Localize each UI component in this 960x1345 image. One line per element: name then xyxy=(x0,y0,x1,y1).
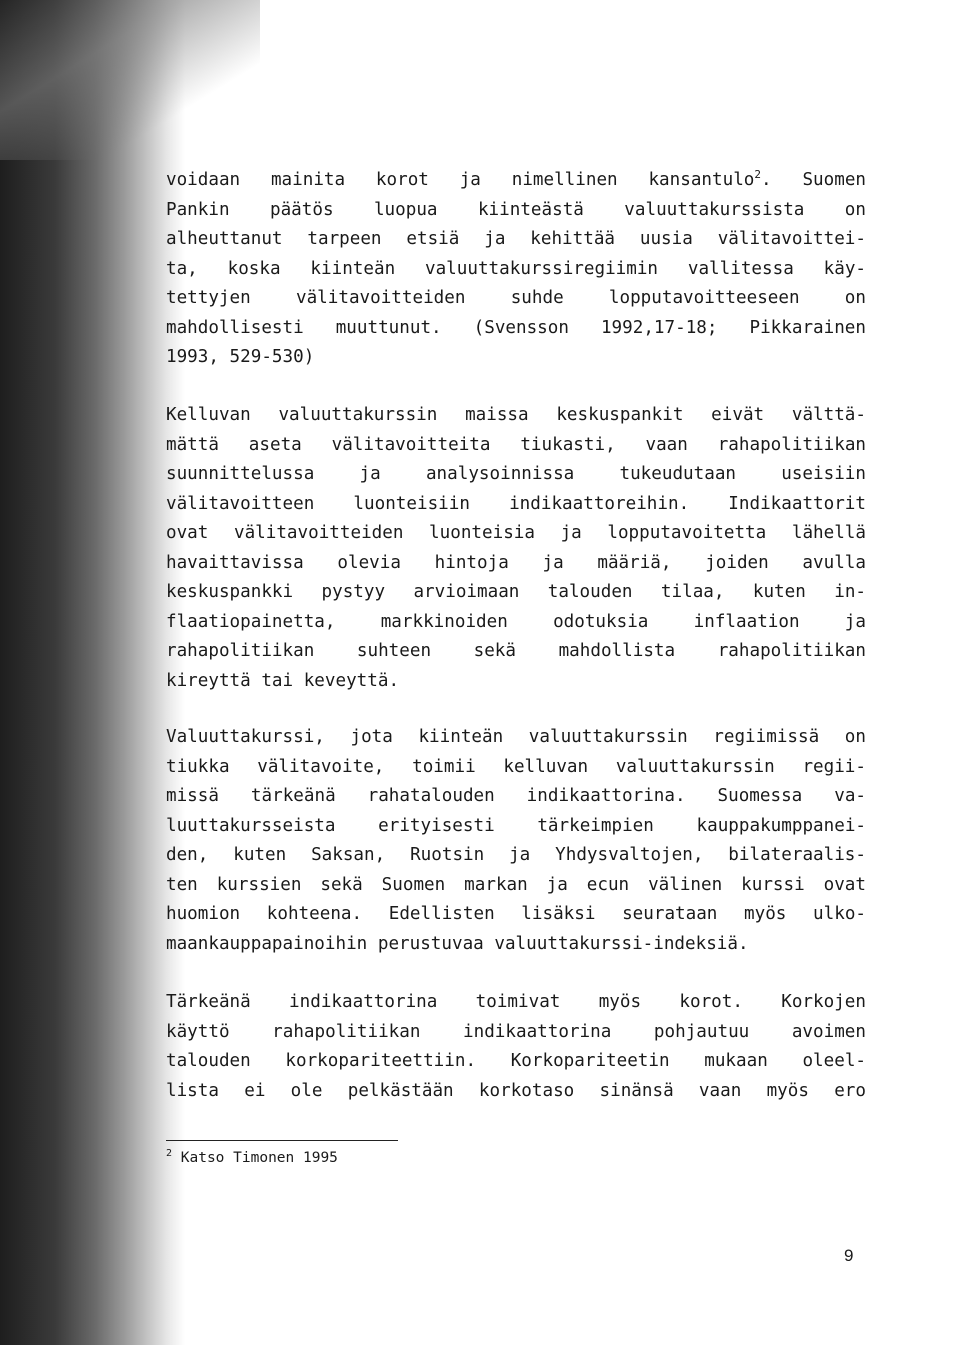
footnote-reference: 2 xyxy=(754,168,762,182)
paragraph-line: talouden korkopariteettiin. Korkopariteetin mukaan oleel- xyxy=(166,1051,866,1071)
footnote-divider xyxy=(166,1140,398,1141)
paragraph-line-tail: . Suomen xyxy=(761,170,866,190)
paragraph-line: ovat välitavoitteiden luonteisia ja lopputavoitetta lähellä xyxy=(166,523,866,543)
paragraph-line: lista ei ole pelkästään korkotaso sinänsä vaan myös ero xyxy=(166,1080,866,1101)
paragraph-line: Kelluvan valuuttakurssin maissa keskuspankit eivät välttä- xyxy=(166,405,866,425)
paragraph-line: luuttakursseista erityisesti tärkeimpien kauppakumppanei- xyxy=(166,815,866,836)
paragraph-line: maankauppapainoihin perustuvaa valuuttakurssi-indeksiä. xyxy=(166,933,749,954)
paragraph-4 xyxy=(166,988,866,1106)
footnote-text: Katso Timonen 1995 xyxy=(180,1150,338,1166)
paragraph-line: ta, koska kiinteän valuuttakurssiregiimin vallitessa käy- xyxy=(166,258,866,279)
paragraph-line: mättä aseta välitavoitteita tiukasti, vaan rahapolitiikan xyxy=(166,434,866,455)
paragraph-line: käyttö rahapolitiikan indikaattorina pohjautuu avoimen xyxy=(166,1021,866,1042)
paragraph-line: ten kurssien sekä Suomen markan ja ecun välinen kurssi ovat xyxy=(166,874,866,895)
scan-shadow-corner xyxy=(0,0,260,160)
paragraph-line: havaittavissa olevia hintoja ja määriä, joiden avulla xyxy=(166,552,866,573)
paragraph-line: Valuuttakurssi, jota kiinteän valuuttakurssin regiimissä on xyxy=(166,727,866,747)
paragraph-line: alheuttanut tarpeen etsiä ja kehittää uusia välitavoittei- xyxy=(166,229,866,249)
paragraph-line: den, kuten Saksan, Ruotsin ja Yhdysvaltojen, bilateraalis- xyxy=(166,845,866,865)
paragraph-line: kireyttä tai keveyttä. xyxy=(166,670,400,691)
paragraph-line xyxy=(166,166,866,196)
paragraph-line: Tärkeänä indikaattorina toimivat myös korot. Korkojen xyxy=(166,992,866,1012)
paragraph-line: huomion kohteena. Edellisten lisäksi seurataan myös ulko- xyxy=(166,904,866,924)
paragraph-line: flaatiopainetta, markkinoiden odotuksia inflaation ja xyxy=(166,611,866,632)
paragraph-line: keskuspankki pystyy arvioimaan talouden tilaa, kuten in- xyxy=(166,582,866,602)
paragraph-line: Pankin päätös luopua kiinteästä valuuttakurssista on xyxy=(166,199,866,220)
scan-shadow-edge xyxy=(0,0,185,1345)
paragraph-line: 1993, 529-530) xyxy=(166,347,315,367)
paragraph-line: tiukka välitavoite, toimii kelluvan valuuttakurssin regii- xyxy=(166,756,866,777)
paragraph-line: missä tärkeänä rahatalouden indikaattorina. Suomessa va- xyxy=(166,786,866,806)
paragraph-line: välitavoitteen luonteisiin indikaattoreihin. Indikaattorit xyxy=(166,493,866,514)
paragraph-line-text: voidaan mainita korot ja nimellinen kansantulo xyxy=(166,170,755,190)
paragraph-1 xyxy=(166,166,866,373)
paragraph-2 xyxy=(166,401,866,696)
paragraph-line: rahapolitiikan suhteen sekä mahdollista rahapolitiikan xyxy=(166,641,866,661)
footnote xyxy=(166,1146,338,1170)
paragraph-line: mahdollisesti muuttunut. (Svensson 1992,17-18; Pikkarainen xyxy=(166,317,866,338)
paragraph-3 xyxy=(166,723,866,959)
page-number: 9 xyxy=(844,1246,854,1265)
footnote-mark: 2 xyxy=(166,1148,173,1160)
paragraph-line: suunnittelussa ja analysoinnissa tukeudutaan useisiin xyxy=(166,464,866,484)
paragraph-line: tettyjen välitavoitteiden suhde lopputavoitteeseen on xyxy=(166,288,866,308)
